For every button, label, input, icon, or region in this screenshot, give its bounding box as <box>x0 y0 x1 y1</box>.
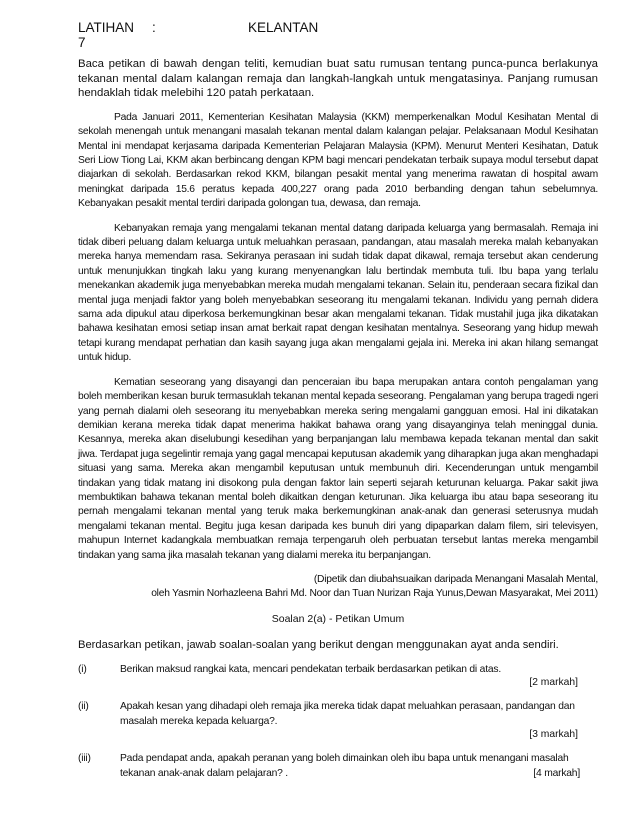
question-text: Berikan maksud rangkai kata, mencari pendekatan terbaik berdasarkan petikan di atas. <box>120 663 502 675</box>
question-number: (i) <box>78 663 87 675</box>
question-directive: Berdasarkan petikan, jawab soalan-soalan yang berikut dengan menggunakan ayat anda sendiri. <box>78 638 559 651</box>
source-citation-line-2: oleh Yasmin Norhazleena Bahri Md. Noor dan Tuan Nurizan Raja Yunus,Dewan Masyarakat, Mei 2011) <box>151 587 598 599</box>
document-page <box>78 20 598 781</box>
passage-paragraph-3: Kematian seseorang yang disayangi dan penceraian ibu bapa merupakan antara contoh pengalaman yang boleh memberikan kesan buruk termasuklah tekanan mental kepada seseorang. Pengalaman yang berupa tragedi ngeri yang pernah dialami oleh seseorang itu menyebabkan mereka sering mengalami gangguan emosi. Hal ini dikatakan demikian kerana mereka tidak dapat menerima hakikat bahawa orang yang disayanginya telah meninggal dunia. Kesannya, mereka akan diselubungi kesedihan yang berpanjangan lalu membawa kepada tekanan mental dan sakit jiwa. Terdapat juga segelintir remaja yang gagal mencapai keputusan akademik yang diharapkan juga akan menghadapi situasi yang sama. Mereka akan mengambil keputusan untuk membunuh diri. Kecenderungan untuk mengambil tindakan yang tidak matang ini disokong pula dengan faktor lain seperti sejarah keturunan keluarga. Pakar sakit jiwa membuktikan bahawa tekanan mental boleh dikaitkan dengan keturunan. Jika keluarga ibu atau bapa seseorang itu pernah mengalami tekanan mental yang teruk maka berkemungkinan anak-anak dan generasi seterusnya mudah mengalami tekanan mental. Begitu juga kesan daripada kes bunuh diri yang dipaparkan dalam filem, siri televisyen, mahupun Internet kadangkala membuatkan remaja terpengaruh oleh perbuatan tersebut lantas mereka mengambil tindakan yang sama jika masalah tekanan yang dialami mereka itu berpanjangan. <box>78 376 598 561</box>
question-number: (ii) <box>78 701 89 713</box>
question-3 <box>78 752 598 781</box>
question-2 <box>78 700 598 740</box>
exercise-header <box>78 20 598 50</box>
source-citation-line-1: (Dipetik dan diubahsuaikan daripada Menangani Masalah Mental, <box>313 573 598 585</box>
header-colon: : <box>152 20 156 35</box>
passage-paragraph-2: Kebanyakan remaja yang mengalami tekanan mental datang daripada keluarga yang bermasalah. Remaja ini tidak diberi peluang dalam keluarga untuk meluahkan perasaan, pandangan, atau masalah mereka malah kebanyakan mereka hanya memendam rasa. Sekiranya perasaan ini sudah tidak dapat dikawal, remaja tersebut akan cenderung untuk menunjukkan tingkah laku yang kurang menyenangkan lalu bertindak membuta tuli. Ibu bapa yang terlalu menekankan akademik juga menyebabkan mereka mudah mengalami tekanan. Selain itu, penderaan secara fizikal dan mental juga menjadi faktor yang boleh menyebabkan seseorang itu mengalami tekanan. Individu yang pernah didera sama ada dipukul atau diperkosa berkemungkinan besar akan mengalami tekanan. Tidak mustahil juga jika dikatakan bahawa kesihatan emosi setiap insan amat berkait rapat dengan kesihatan mentalnya. Seseorang yang hidup mewah tetapi kurang mendapat perhatian dan kasih sayang juga akan mengalami gejala ini. Mereka ini akan hilang semangat untuk hidup. <box>78 222 598 364</box>
question-text: Apakah kesan yang dihadapi oleh remaja jika mereka tidak dapat meluahkan perasaan, pandangan dan masalah mereka kepada keluarga?. <box>120 701 575 727</box>
summary-instruction: Baca petikan di bawah dengan teliti, kemudian buat satu rumusan tentang punca-punca berlakunya tekanan mental dalam kalangan remaja dan langkah-langkah untuk mengatasinya. Panjang rumusan hendaklah tidak melebihi 120 patah perkataan. <box>78 58 598 100</box>
exercise-number: LATIHAN 7 <box>78 20 135 50</box>
question-marks: [3 markah] <box>529 729 578 741</box>
passage-paragraph-1: Pada Januari 2011, Kementerian Kesihatan Malaysia (KKM) memperkenalkan Modul Kesihatan Mental di sekolah menengah untuk menangani masalah tekanan mental dalam kalangan pelajar. Pelaksanaan Modul Kesihatan Mental ini mendapat kerjasama daripada Kementerian Pelajaran Malaysia (KPM). Menurut Menteri Kesihatan, Datuk Seri Liow Tiong Lai, KKM akan berbincang dengan KPM bagi mencari pendekatan terbaik supaya modul tersebut dapat diajarkan di sekolah. Berdasarkan rekod KKM, bilangan pesakit mental yang menerima rawatan di hospital awam meningkat daripada 15.6 peratus kepada 400,227 orang pada 2010 berbanding dengan tahun sebelumnya. Kebanyakan pesakit mental terdiri daripada golongan tua, dewasa, dan remaja. <box>78 111 598 210</box>
passage <box>78 111 598 563</box>
section-title: Soalan 2(a) - Petikan Umum <box>271 612 405 625</box>
question-marks: [4 markah] <box>533 767 580 779</box>
state-name: KELANTAN <box>248 20 319 35</box>
question-number: (iii) <box>78 753 91 765</box>
question-marks: [2 markah] <box>529 677 578 689</box>
question-1 <box>78 663 598 688</box>
question-text: Pada pendapat anda, apakah peranan yang boleh dimainkan oleh ibu bapa untuk menangani masalah tekanan anak-anak dalam pelajaran? . [4 markah] <box>120 752 580 781</box>
